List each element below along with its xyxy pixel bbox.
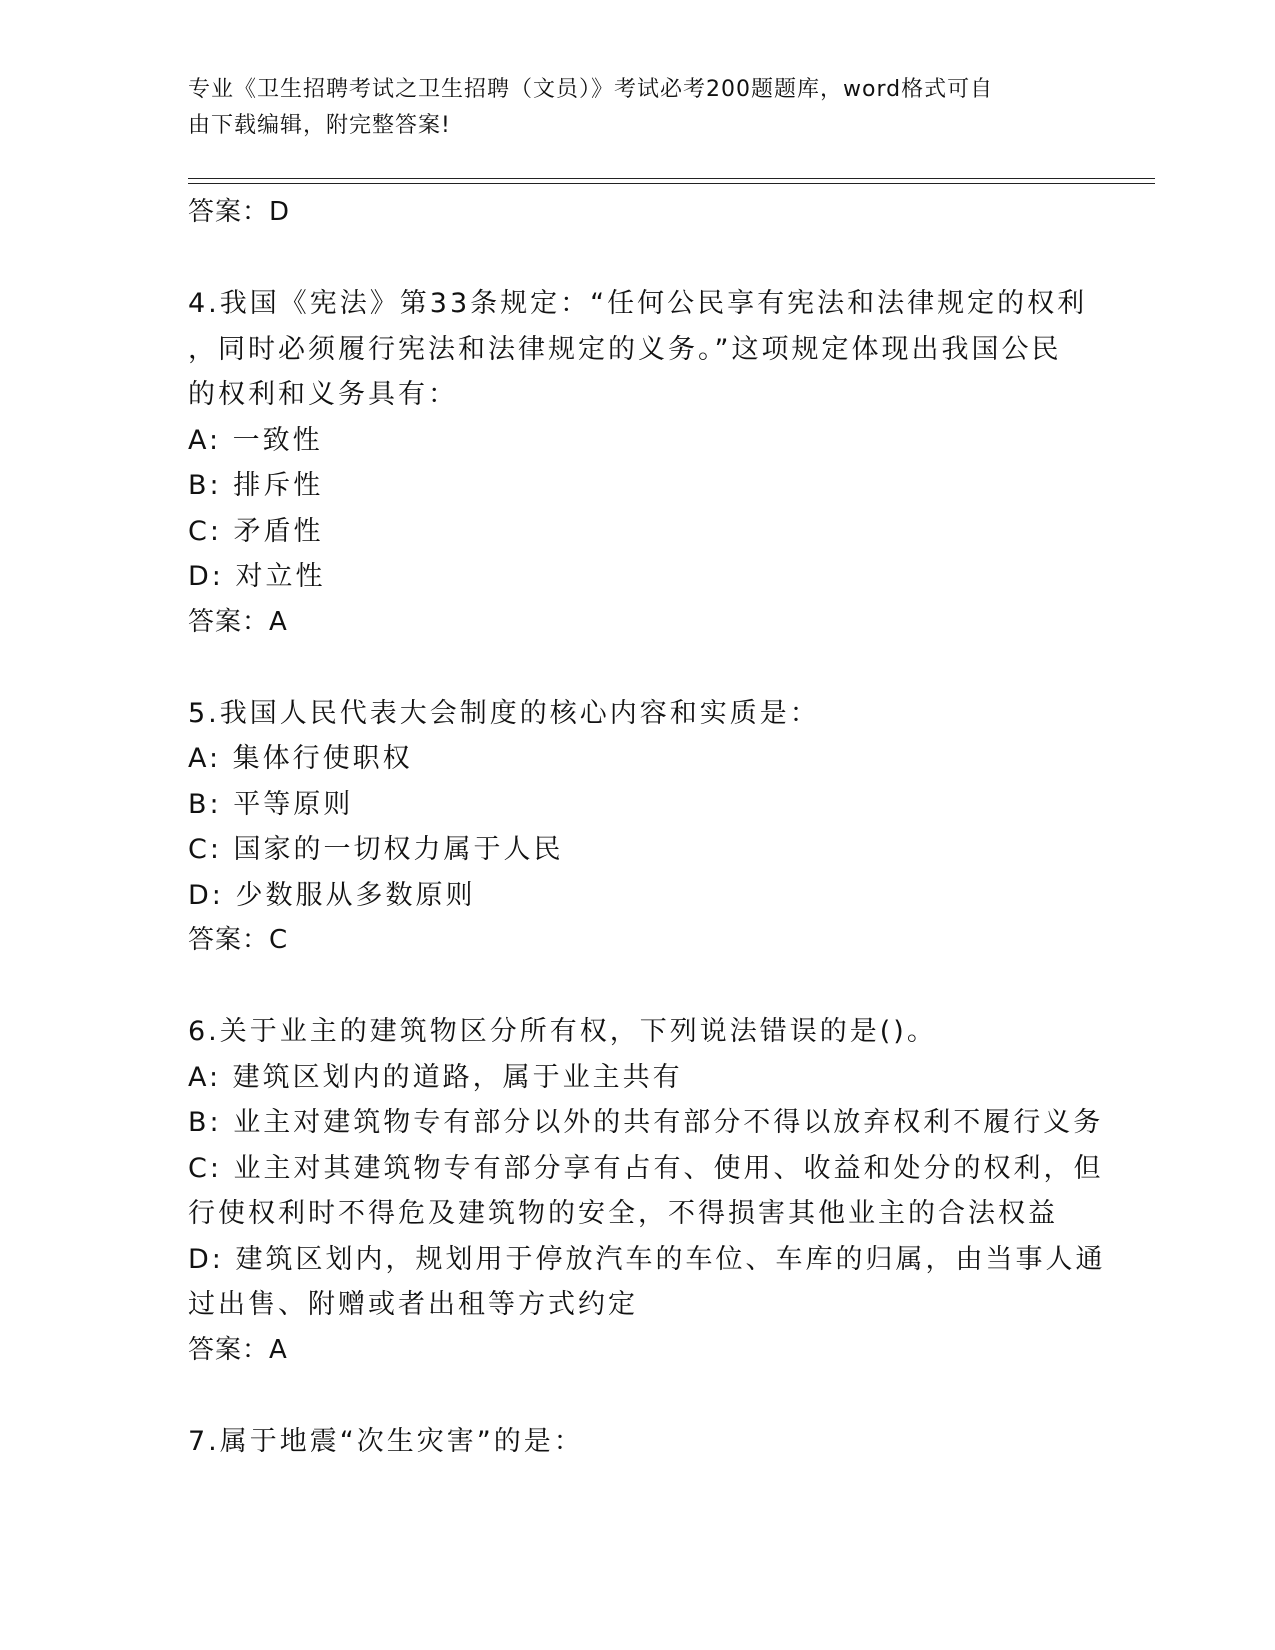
question-6-option-c: C: 业主对其建筑物专有部分享有占有、使用、收益和处分的权利，但: [188, 1152, 1104, 1184]
previous-answer: 答案：D: [188, 197, 291, 227]
question-4-stem-line: 的权利和义务具有：: [188, 379, 458, 410]
question-4-option-b: B: 排斥性: [188, 470, 324, 501]
question-7-stem-line: 7.属于地震“次生灾害”的是：: [188, 1425, 584, 1457]
question-5-option-a: A: 集体行使职权: [188, 743, 413, 774]
question-6-option-c-cont: 行使权利时不得危及建筑物的安全，不得损害其他业主的合法权益: [188, 1198, 1058, 1229]
question-6: [188, 1009, 1106, 1373]
question-4: [188, 281, 1088, 645]
question-4-stem-line: ，同时必须履行宪法和法律规定的义务。”这项规定体现出我国公民: [188, 333, 1062, 365]
question-4-option-a: A: 一致性: [188, 424, 323, 456]
header-line-2: 由下载编辑，附完整答案!: [188, 113, 451, 138]
question-5-stem-line: 5.我国人民代表大会制度的核心内容和实质是：: [188, 697, 820, 729]
question-6-stem-line: 6.关于业主的建筑物区分所有权，下列说法错误的是()。: [188, 1016, 937, 1047]
question-5-option-d: D: 少数服从多数原则: [188, 879, 476, 911]
question-6-option-d: D: 建筑区划内，规划用于停放汽车的车位、车库的归属，由当事人通: [188, 1243, 1106, 1275]
question-6-option-d-cont: 过出售、附赠或者出租等方式约定: [188, 1289, 638, 1320]
question-5: [188, 691, 1088, 964]
question-6-answer: 答案：A: [188, 1334, 288, 1365]
header-divider-top: [188, 178, 1155, 179]
question-4-option-d: D: 对立性: [188, 561, 326, 592]
header-divider-bottom: [188, 183, 1155, 184]
header-line-1: 专业《卫生招聘考试之卫生招聘（文员）》考试必考200题题库，word格式可自: [188, 77, 994, 102]
question-6-option-b: B: 业主对建筑物专有部分以外的共有部分不得以放弃权利不履行义务: [188, 1107, 1104, 1138]
question-7: [188, 1419, 1088, 1465]
question-6-option-a: A: 建筑区划内的道路，属于业主共有: [188, 1061, 683, 1093]
question-4-stem-line: 4.我国《宪法》第33条规定：“任何公民享有宪法和法律规定的权利: [188, 288, 1088, 319]
question-5-option-c: C: 国家的一切权力属于人民: [188, 834, 564, 865]
question-5-answer: 答案：C: [188, 925, 289, 955]
question-4-option-c: C: 矛盾性: [188, 515, 324, 547]
document-header: [188, 72, 1068, 144]
question-4-answer: 答案：A: [188, 606, 288, 637]
question-content: [188, 190, 1106, 1464]
question-5-option-b: B: 平等原则: [188, 788, 354, 820]
